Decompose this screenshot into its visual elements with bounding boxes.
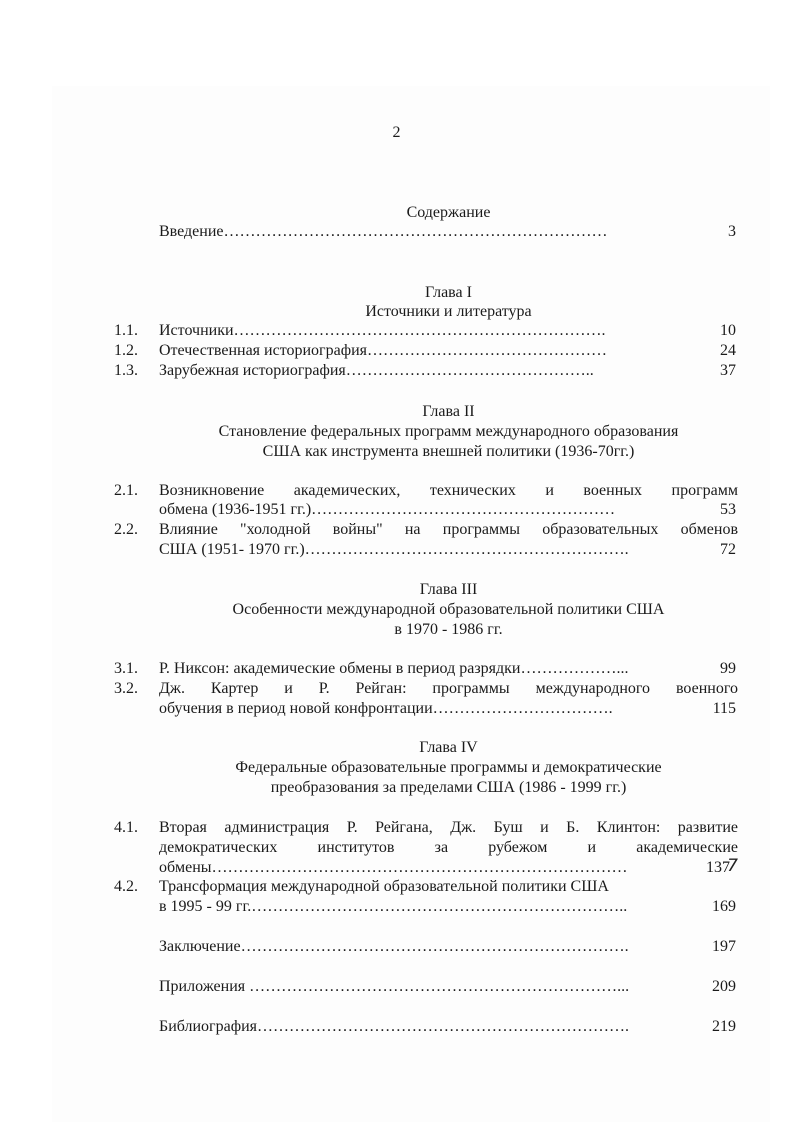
entry-page: 169 (712, 898, 736, 915)
toc-title: Содержание (406, 204, 491, 221)
entry-label: в 1995 - 99 гг.…………………………………………………………….. (159, 898, 628, 915)
chapter-heading: Глава I (425, 284, 472, 301)
entry-page: 197 (712, 938, 736, 955)
entry-label: США (1951- 1970 гг.)……………………………………………………. (159, 541, 629, 558)
chapter-title: Становление федеральных программ международного образования (218, 423, 679, 440)
handwritten-correction: 7 (727, 856, 738, 876)
entry-page: 72 (720, 541, 736, 558)
entry-label: Библиография……………………………………………………………. (159, 1018, 629, 1035)
entry-number: 2.1. (114, 482, 138, 499)
entry-label: Дж. Картер и Р. Рейган: программы международного военного (159, 680, 738, 697)
page-number: 2 (392, 124, 401, 141)
entry-number: 4.2. (114, 878, 138, 895)
entry-page: 53 (720, 501, 736, 518)
entry-number: 4.1. (114, 819, 138, 836)
entry-page: 115 (712, 700, 736, 717)
entry-page: 24 (720, 342, 736, 359)
entry-page: 99 (720, 660, 736, 677)
entry-label: Вторая администрация Р. Рейгана, Дж. Буш и Б. Клинтон: развитие (159, 819, 738, 836)
entry-label: демократических институтов за рубежом и академические (159, 839, 738, 856)
entry-page: 209 (712, 978, 736, 995)
entry-label: Приложения ……………………………………………………………... (159, 978, 630, 995)
entry-label: Возникновение академических, технических и военных программ (159, 482, 738, 499)
entry-label: Влияние "холодной войны" на программы образовательных обменов (159, 521, 738, 538)
entry-label: Введение……………………………………………………………… (159, 223, 608, 240)
entry-page: 10 (720, 322, 736, 339)
entry-number: 3.2. (114, 680, 138, 697)
entry-number: 1.3. (114, 362, 138, 379)
entry-number: 2.2. (114, 521, 138, 538)
chapter-heading: Глава III (419, 581, 478, 598)
chapter-title: Особенности международной образовательной политики США (232, 601, 665, 618)
entry-number: 1.2. (114, 342, 138, 359)
chapter-heading: Глава IV (419, 739, 478, 756)
chapter-heading: Глава II (422, 403, 475, 420)
entry-page: 37 (720, 362, 736, 379)
entry-number: 3.1. (114, 660, 138, 677)
entry-label: обучения в период новой конфронтации……………………………. (159, 700, 613, 717)
chapter-title: Источники и литература (365, 303, 532, 320)
entry-label: Трансформация международной образовательной политики США (159, 878, 609, 895)
entry-label: Р. Никсон: академические обмены в период разрядки………………... (159, 660, 629, 677)
chapter-title: США как инструмента внешней политики (1936-70гг.) (262, 443, 635, 460)
entry-page: 219 (712, 1018, 736, 1035)
entry-label: Зарубежная историография……………………………………….. (159, 362, 594, 379)
entry-label: Отечественная историография……………………………………… (159, 342, 607, 359)
entry-label: Источники……………………………………………………………. (159, 322, 606, 339)
chapter-title: в 1970 - 1986 гг. (394, 621, 503, 638)
entry-page: 3 (728, 223, 736, 240)
chapter-title: Федеральные образовательные программы и демократические (235, 759, 662, 776)
entry-label: обмена (1936-1951 гг.)………………………………………………… (159, 501, 616, 518)
entry-label: Заключение………………………………………………………………. (159, 938, 629, 955)
entry-page: 137 (706, 859, 730, 876)
entry-label: обмены…………………………………………………………………… (159, 859, 628, 876)
chapter-title: преобразования за пределами США (1986 - 1999 гг.) (270, 779, 627, 796)
entry-number: 1.1. (114, 322, 138, 339)
